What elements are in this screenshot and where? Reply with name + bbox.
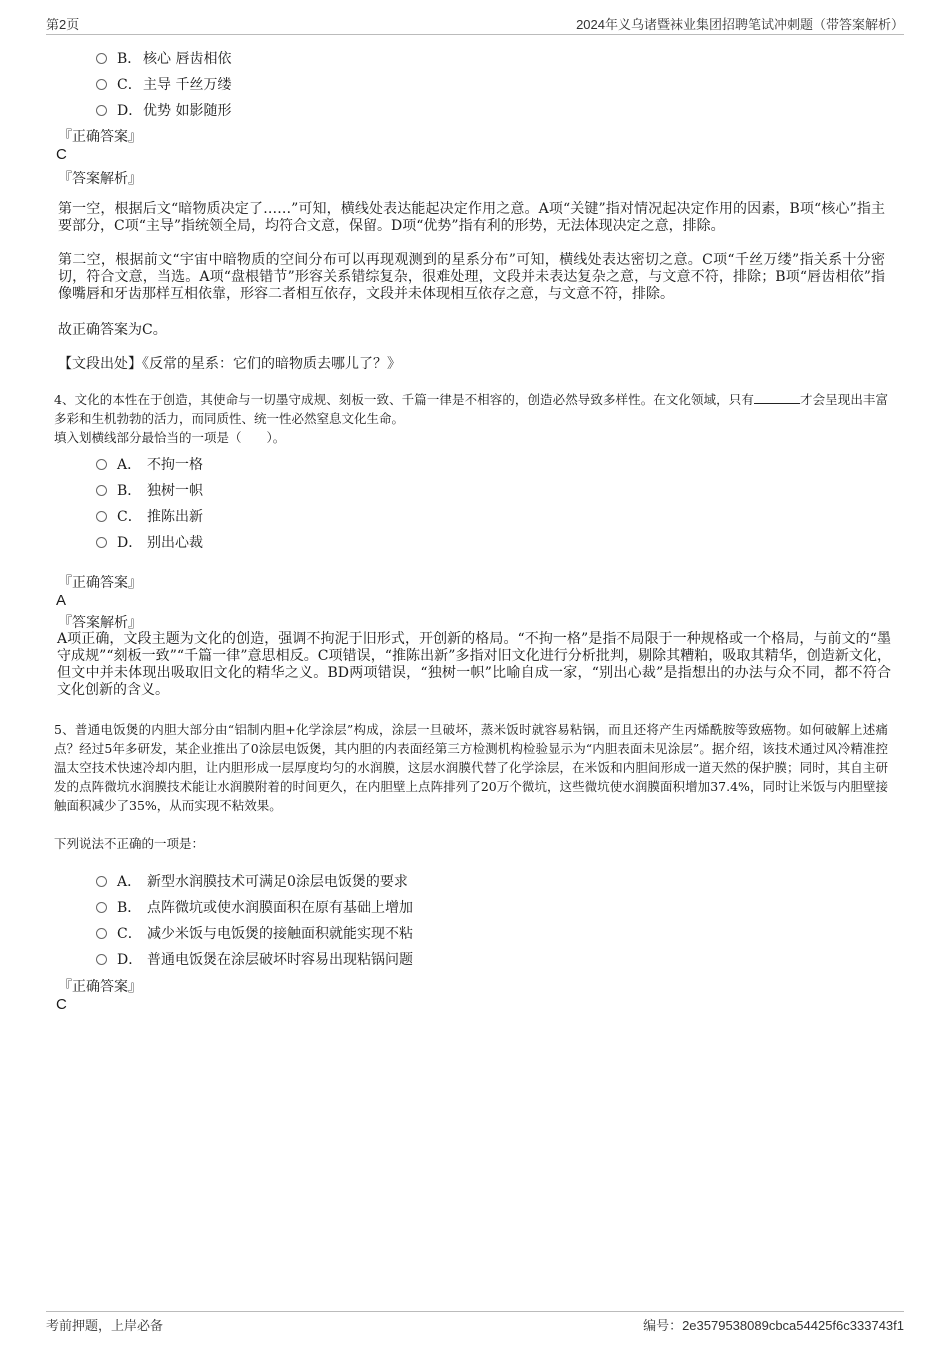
q4-answer-label: 『正确答案』 xyxy=(58,575,142,591)
q5-question: 下列说法不正确的一项是： xyxy=(54,836,205,851)
q3-answer-label: 『正确答案』 xyxy=(58,129,142,145)
q5-answer: C xyxy=(56,996,67,1013)
q4-option-b[interactable]: B． 独树一帜 xyxy=(96,480,203,500)
q3-option-d[interactable]: D．优势 如影随形 xyxy=(96,100,231,120)
q3-answer: C xyxy=(56,146,67,163)
answer-blank xyxy=(754,391,800,404)
footer-slogan: 考前押题，上岸必备 xyxy=(46,1318,164,1333)
radio-icon[interactable] xyxy=(96,876,107,887)
q3-option-c[interactable]: C．主导 千丝万缕 xyxy=(96,74,231,94)
q3-source: 【文段出处】《反常的星系：它们的暗物质去哪儿了？》 xyxy=(58,356,401,372)
page-header xyxy=(46,14,904,35)
radio-icon[interactable] xyxy=(96,459,107,470)
radio-icon[interactable] xyxy=(96,53,107,64)
radio-icon[interactable] xyxy=(96,928,107,939)
q4-answer: A xyxy=(56,592,67,609)
page-footer xyxy=(46,1311,904,1337)
q4-instruction: 填入划横线部分最恰当的一项是（ ）。 xyxy=(54,430,286,445)
q5-option-c[interactable]: C． 减少米饭与电饭煲的接触面积就能实现不粘 xyxy=(96,923,413,943)
radio-icon[interactable] xyxy=(96,79,107,90)
q4-option-a[interactable]: A． 不拘一格 xyxy=(96,454,203,474)
q3-option-b[interactable]: B． 核心 唇齿相依 xyxy=(96,48,231,68)
radio-icon[interactable] xyxy=(96,537,107,548)
q4-option-c[interactable]: C． 推陈出新 xyxy=(96,506,203,526)
q5-option-b[interactable]: B． 点阵微坑或使水润膜面积在原有基础上增加 xyxy=(96,897,413,917)
q3-analysis-label: 『答案解析』 xyxy=(58,171,142,187)
radio-icon[interactable] xyxy=(96,485,107,496)
document-title: 2024年义乌诸暨袜业集团招聘笔试冲刺题（带答案解析） xyxy=(576,17,904,32)
radio-icon[interactable] xyxy=(96,105,107,116)
radio-icon[interactable] xyxy=(96,511,107,522)
q4-stem: 4、文化的本性在于创造，其使命与一切墨守成规、刻板一致、千篇一律是不相容的，创造必然导致多样性。在文化领域，只有 才会呈现出丰富多彩和生机勃勃的活力，而同质性、统一性必然窒息文化生命。 xyxy=(54,392,888,426)
q4-analysis: A项正确，文段主题为文化的创造，强调不拘泥于旧形式，开创新的格局。“不拘一格”是指不局限于一种规格或一个格局，与前文的“墨守成规”“刻板一致”“千篇一律”意思相反。C项错误，“推陈出新”多指对旧文化进行分析批判，剔除其糟粕，吸取其精华，创造新文化，但文中并未体现出吸取旧文化的精华之义。BD两项错误，“独树一帜”比喻自成一家，“别出心裁”是指想出的办法与众不同，都不符合文化创新的含义。 xyxy=(57,631,891,698)
q3-analysis-paragraph-2: 第二空，根据前文“宇宙中暗物质的空间分布可以再现观测到的星系分布”可知，横线处表达密切之意。C项“千丝万缕”指关系十分密切，符合文意，当选。A项“盘根错节”形容关系错综复杂，很难处理，文段并未表达复杂之意，与文意不符，排除；B项“唇齿相依”指像嘴唇和牙齿那样互相依靠，形容二者相互依存，文段并未体现相互依存之意，与文意不符，排除。 xyxy=(58,252,885,302)
q4-option-d[interactable]: D． 别出心裁 xyxy=(96,532,203,552)
radio-icon[interactable] xyxy=(96,954,107,965)
q5-option-a[interactable]: A． 新型水润膜技术可满足0涂层电饭煲的要求 xyxy=(96,871,408,891)
q5-answer-label: 『正确答案』 xyxy=(58,979,142,995)
q3-conclusion: 故正确答案为C。 xyxy=(58,322,167,338)
q4-analysis-label: 『答案解析』 xyxy=(58,615,142,631)
q3-analysis-paragraph-1: 第一空，根据后文“暗物质决定了……”可知，横线处表达能起决定作用之意。A项“关键”指对情况起决定作用的因素，B项“核心”指主要部分，C项“主导”指统领全局，均符合文意，保留。D项“优势”指有利的形势，无法体现决定之意，排除。 xyxy=(58,201,885,234)
document-id: 编号：2e3579538089cbca54425f6c333743f1 xyxy=(643,1318,904,1333)
radio-icon[interactable] xyxy=(96,902,107,913)
q5-option-d[interactable]: D． 普通电饭煲在涂层破坏时容易出现粘锅问题 xyxy=(96,949,413,969)
q5-stem: 5、普通电饭煲的内胆大部分由“铝制内胆+化学涂层”构成，涂层一旦破坏，蒸米饭时就容易粘锅，而且还将产生丙烯酰胺等致癌物。如何破解上述痛点？经过5年多研发，某企业推出了0涂层电饭煲，其内胆的内表面经第三方检测机构检验显示为“内胆表面未见涂层”。据介绍，该技术通过风冷精准控温太空技术快速冷却内胆，让内胆形成一层厚度均匀的水润膜，这层水润膜代替了化学涂层，在米饭和内胆间形成一道天然的保护膜；同时，其自主研发的点阵微坑水润膜技术能让水润膜附着的时间更久，在内胆壁上点阵排列了20万个微坑，这些微坑使水润膜面积增加37.4%，同时让米饭与内胆壁接触面积减少了35%，从而实现不粘效果。 xyxy=(54,722,888,813)
page-number: 第2页 xyxy=(46,17,80,32)
